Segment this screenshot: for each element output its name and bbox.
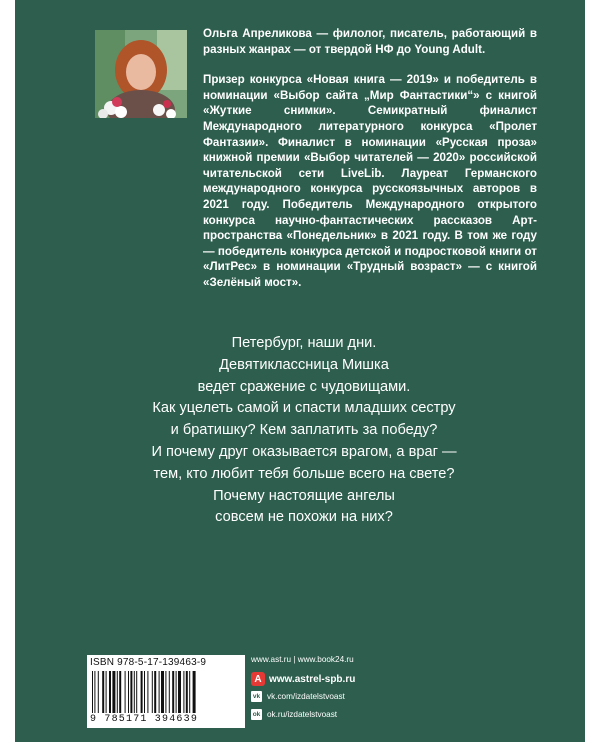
vk-icon: vk xyxy=(252,693,261,700)
ok-icon: ok xyxy=(252,711,261,718)
barcode-bar xyxy=(92,671,93,713)
blurb-line: Как уцелеть самой и спасти младших сестру xyxy=(152,400,456,417)
barcode-bar xyxy=(152,671,153,713)
barcode-bar xyxy=(193,671,196,713)
barcode-bar xyxy=(102,671,104,713)
barcode-bar xyxy=(119,671,121,713)
blurb-line: Почему настоящие ангелы xyxy=(213,487,395,504)
publisher-logo-icon: A xyxy=(251,672,265,686)
barcode-bar xyxy=(128,671,129,713)
barcode-bar xyxy=(178,671,181,713)
barcode-bar xyxy=(112,671,115,713)
isbn-barcode-block xyxy=(87,655,245,728)
author-photo xyxy=(95,30,187,118)
blurb-line: и братишку? Кем заплатить за победу? xyxy=(170,422,438,439)
blurb-line: тем, кто любит тебя больше всего на свете? xyxy=(153,465,455,482)
barcode-bar xyxy=(147,671,148,713)
barcode-bar xyxy=(136,671,137,713)
bio-intro: Ольга Апреликова — филолог, писатель, работающий в разных жанрах — от твердой НФ до Young Adult. xyxy=(203,27,537,56)
barcode-bar xyxy=(183,671,184,713)
barcode-bar xyxy=(109,671,111,713)
barcode-digits: 9 785171 394639 xyxy=(90,714,199,725)
blurb-line: ведет сражение с чудовищами. xyxy=(197,378,411,395)
barcode-bar xyxy=(141,671,143,713)
astrel-site-link[interactable]: www.astrel-spb.ru xyxy=(269,673,356,685)
barcode-bar xyxy=(165,671,166,713)
barcode-bar xyxy=(130,671,132,713)
author-bio xyxy=(203,26,537,291)
blurb-line: И почему друг оказывается врагом, а враг — xyxy=(151,443,457,460)
barcode-bar xyxy=(189,671,190,713)
barcode-bar xyxy=(172,671,174,713)
barcode-bar xyxy=(161,671,164,713)
vk-link[interactable]: vk.com/izdatelstvoast xyxy=(267,692,345,701)
barcode-bar xyxy=(125,671,126,713)
barcode-bar xyxy=(154,671,156,713)
isbn-number: ISBN 978-5-17-139463-9 xyxy=(90,657,207,668)
bio-awards: Призер конкурса «Новая книга — 2019» и победитель в номинации «Выбор сайта „Мир Фантастики“» с книгой «Жуткие снимки». Семикратный финалист Международного литературного конкурса «Пролет Фантазии». Финалист в номинации «Русская проза» книжной премии «Выбор читателей — 2020» российской читательской сети LiveLib. Лауреат Германского международного конкурса русскоязычных авторов в 2021 году. Победитель Международного открытого конкурса научно-фантастических рассказов Арт-пространства «Понедельник» в 2021 году. В том же году — победитель конкурса детской и подростковой книги от «ЛитРес» в номинации «Трудный возраст» — с книгой «Зелёный мост». xyxy=(203,73,537,289)
barcode-bar xyxy=(94,671,95,713)
back-cover xyxy=(15,0,585,742)
barcode-bar xyxy=(186,671,188,713)
book-blurb xyxy=(75,333,533,529)
ok-link[interactable]: ok.ru/izdatelstvoast xyxy=(267,710,338,719)
barcode-bar xyxy=(106,671,107,713)
barcode-image xyxy=(90,671,240,713)
blurb-line: Девятиклассница Мишка xyxy=(219,356,389,373)
barcode-bar xyxy=(134,671,135,713)
blurb-line: совсем не похожи на них? xyxy=(215,509,393,526)
barcode-bar xyxy=(159,671,160,713)
barcode-bar xyxy=(98,671,99,713)
blurb-line: Петербург, наши дни. xyxy=(231,335,377,351)
astrel-site-row[interactable] xyxy=(251,672,355,686)
publisher-sites[interactable]: www.ast.ru | www.book24.ru xyxy=(251,655,354,664)
barcode-bar xyxy=(144,671,145,713)
ok-row[interactable] xyxy=(251,709,337,720)
vk-row[interactable] xyxy=(251,691,345,702)
barcode-bar xyxy=(169,671,170,713)
barcode-bar xyxy=(117,671,118,713)
barcode-bar xyxy=(176,671,177,713)
